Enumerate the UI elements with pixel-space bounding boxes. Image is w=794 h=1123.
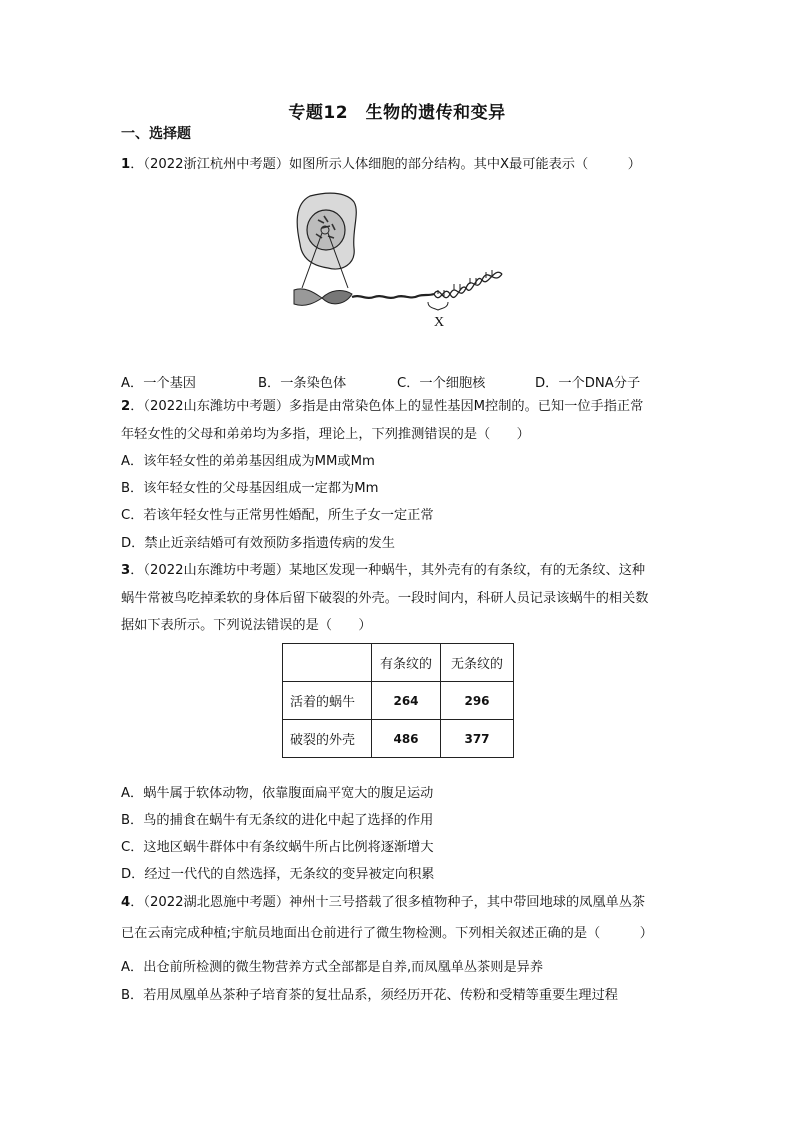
q1-options — [121, 372, 681, 390]
q1-option-d[interactable]: D．一个DNA分子 — [535, 376, 641, 391]
table-header-cell: 有条纹的 — [372, 644, 441, 682]
q3-option-d[interactable]: D．经过一代代的自然选择，无条纹的变异被定向积累 — [121, 867, 435, 882]
q3-stem-line-1 — [121, 562, 645, 580]
q2-option-d[interactable]: D．禁止近亲结婚可有效预防多指遗传病的发生 — [121, 536, 395, 551]
nucleus-shape — [307, 210, 345, 250]
q3-option-b[interactable]: B．鸟的捕食在蜗牛有无条纹的进化中起了选择的作用 — [121, 813, 434, 828]
section-heading: 一、选择题 — [121, 126, 191, 142]
q1-stem — [121, 156, 641, 174]
table-header-cell: 无条纹的 — [441, 644, 514, 682]
table-row-label: 活着的蜗牛 — [283, 682, 372, 720]
q3-text-3: 据如下表所示。下列说法错误的是（ ） — [121, 618, 372, 633]
q4-option-b[interactable]: B．若用凤凰单丛茶种子培育茶的复壮品系，须经历开花、传粉和受精等重要生理过程 — [121, 988, 618, 1003]
q4-text-1: ．（2022湖北恩施中考题）神州十三号搭载了很多植物种子，其中带回地球的凤凰单丛茶 — [130, 895, 646, 910]
chromosome-shape — [294, 289, 352, 305]
q3-option-c[interactable]: C．这地区蜗牛群体中有条纹蜗牛所占比例将逐渐增大 — [121, 840, 434, 855]
q2-option-c[interactable]: C．若该年轻女性与正常男性婚配，所生子女一定正常 — [121, 508, 434, 523]
table-cell: 377 — [441, 720, 514, 758]
q3-option-a[interactable]: A．蜗牛属于软体动物，依靠腹面扁平宽大的腹足运动 — [121, 786, 434, 801]
cell-chromosome-dna-figure — [288, 190, 508, 330]
q2-stem-line-1 — [121, 398, 643, 416]
q2-number: 2 — [121, 399, 131, 414]
table-cell: 486 — [372, 720, 441, 758]
double-helix-shape — [434, 270, 502, 298]
table-header-cell — [283, 644, 372, 682]
q3-text-1: ．（2022山东潍坊中考题）某地区发现一种蜗牛，其外壳有的有条纹，有的无条纹、这种 — [130, 563, 646, 578]
table-row-label: 破裂的外壳 — [283, 720, 372, 758]
q2-option-a[interactable]: A．该年轻女性的弟弟基因组成为MM或Mm — [121, 454, 375, 469]
q2-option-b[interactable]: B．该年轻女性的父母基因组成一定都为Mm — [121, 481, 379, 496]
x-bracket — [428, 302, 448, 310]
q1-text: ．（2022浙江杭州中考题）如图所示人体细胞的部分结构。其中X最可能表示（ ） — [130, 157, 641, 172]
table-row — [283, 720, 514, 758]
q1-number: 1 — [121, 157, 131, 172]
table-header-row — [283, 644, 514, 682]
figure-label-x: X — [434, 315, 445, 330]
q3-text-2: 蜗牛常被鸟吃掉柔软的身体后留下破裂的外壳。一段时间内，科研人员记录该蜗牛的相关数 — [121, 591, 649, 606]
dna-strand — [352, 294, 434, 298]
snail-data-table — [282, 643, 514, 758]
table-row — [283, 682, 514, 720]
q1-option-c[interactable]: C．一个细胞核 — [397, 376, 486, 391]
q3-number: 3 — [121, 563, 131, 578]
page-title: 专题12 生物的遗传和变异 — [288, 103, 506, 123]
q4-text-2: 已在云南完成种植;宇航员地面出仓前进行了微生物检测。下列相关叙述正确的是（ ） — [121, 926, 653, 941]
table-cell: 296 — [441, 682, 514, 720]
q4-option-a[interactable]: A．出仓前所检测的微生物营养方式全部都是自养,而凤凰单丛茶则是异养 — [121, 960, 544, 975]
q2-text-1: ．（2022山东潍坊中考题）多指是由常染色体上的显性基因M控制的。已知一位手指正常 — [130, 399, 644, 414]
table-cell: 264 — [372, 682, 441, 720]
q1-option-b[interactable]: B．一条染色体 — [258, 376, 347, 391]
q4-number: 4 — [121, 895, 131, 910]
q4-stem-line-1 — [121, 894, 645, 912]
q1-option-a[interactable]: A．一个基因 — [121, 376, 196, 391]
q2-text-2: 年轻女性的父母和弟弟均为多指，理论上，下列推测错误的是（ ） — [121, 427, 530, 442]
